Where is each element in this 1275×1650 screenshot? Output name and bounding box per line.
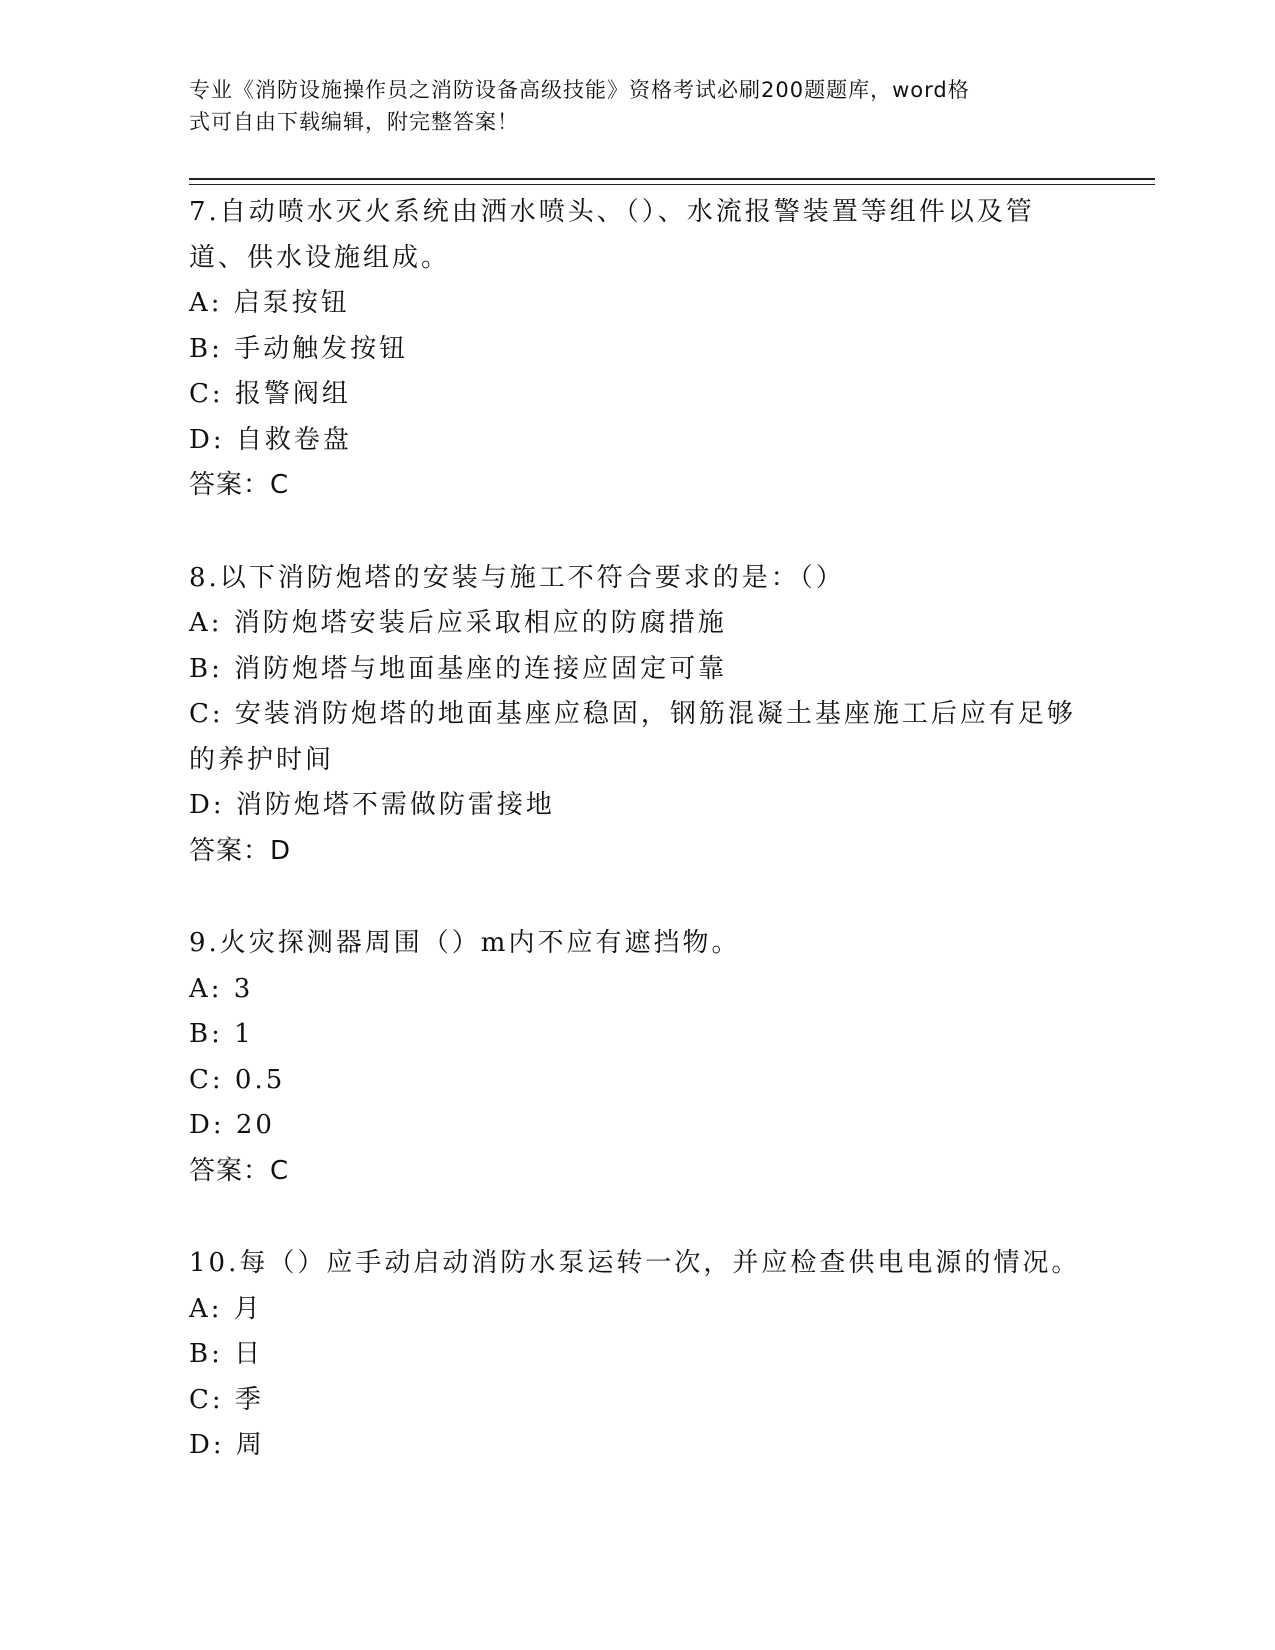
option-b: B: 消防炮塔与地面基座的连接应固定可靠 <box>189 653 728 684</box>
option-c: C: 报警阀组 <box>189 379 351 409</box>
question-stem-line: 9.火灾探测器周围（）m内不应有遮挡物。 <box>189 928 741 958</box>
option-c-continued: 的养护时间 <box>189 744 335 775</box>
question-10 <box>189 1241 1089 1469</box>
header-line-1: 专业《消防设施操作员之消防设备高级技能》资格考试必刷200题题库，word格 <box>189 78 970 102</box>
header-divider-thin <box>189 184 1155 185</box>
answer-line: 答案：D <box>189 835 292 866</box>
option-a: A: 启泵按钮 <box>189 288 350 318</box>
document-header <box>189 74 1069 138</box>
question-8 <box>189 556 1089 875</box>
option-b: B: 日 <box>189 1339 264 1369</box>
option-b: B: 手动触发按钮 <box>189 333 409 364</box>
question-stem-line: 道、供水设施组成。 <box>189 242 451 273</box>
option-a: A: 消防炮塔安装后应采取相应的防腐措施 <box>189 608 727 638</box>
option-d: D: 自救卷盘 <box>189 424 352 455</box>
option-a: A: 3 <box>189 973 254 1004</box>
option-a: A: 月 <box>189 1293 263 1324</box>
option-c: C: 安装消防炮塔的地面基座应稳固，钢筋混凝土基座施工后应有足够 <box>189 699 1076 729</box>
option-b: B: 1 <box>189 1019 254 1049</box>
question-stem-line: 8.以下消防炮塔的安装与施工不符合要求的是：（） <box>189 562 845 593</box>
option-d: D: 周 <box>189 1430 265 1460</box>
option-c: C: 0.5 <box>189 1064 286 1095</box>
option-d: D: 20 <box>189 1110 275 1140</box>
answer-line: 答案：C <box>189 1155 290 1186</box>
question-list <box>189 190 1089 1469</box>
header-divider-thick <box>189 178 1155 180</box>
option-c: C: 季 <box>189 1384 264 1415</box>
question-9 <box>189 921 1089 1194</box>
option-d: D: 消防炮塔不需做防雷接地 <box>189 790 555 820</box>
header-line-2: 式可自由下载编辑，附完整答案！ <box>189 110 519 134</box>
question-stem-line: 10.每（）应手动启动消防水泵运转一次，并应检查供电电源的情况。 <box>189 1248 1081 1278</box>
question-7 <box>189 190 1089 509</box>
question-stem-line: 7.自动喷水灭火系统由洒水喷头、（）、水流报警装置等组件以及管 <box>189 197 1035 227</box>
answer-line: 答案：C <box>189 470 290 500</box>
